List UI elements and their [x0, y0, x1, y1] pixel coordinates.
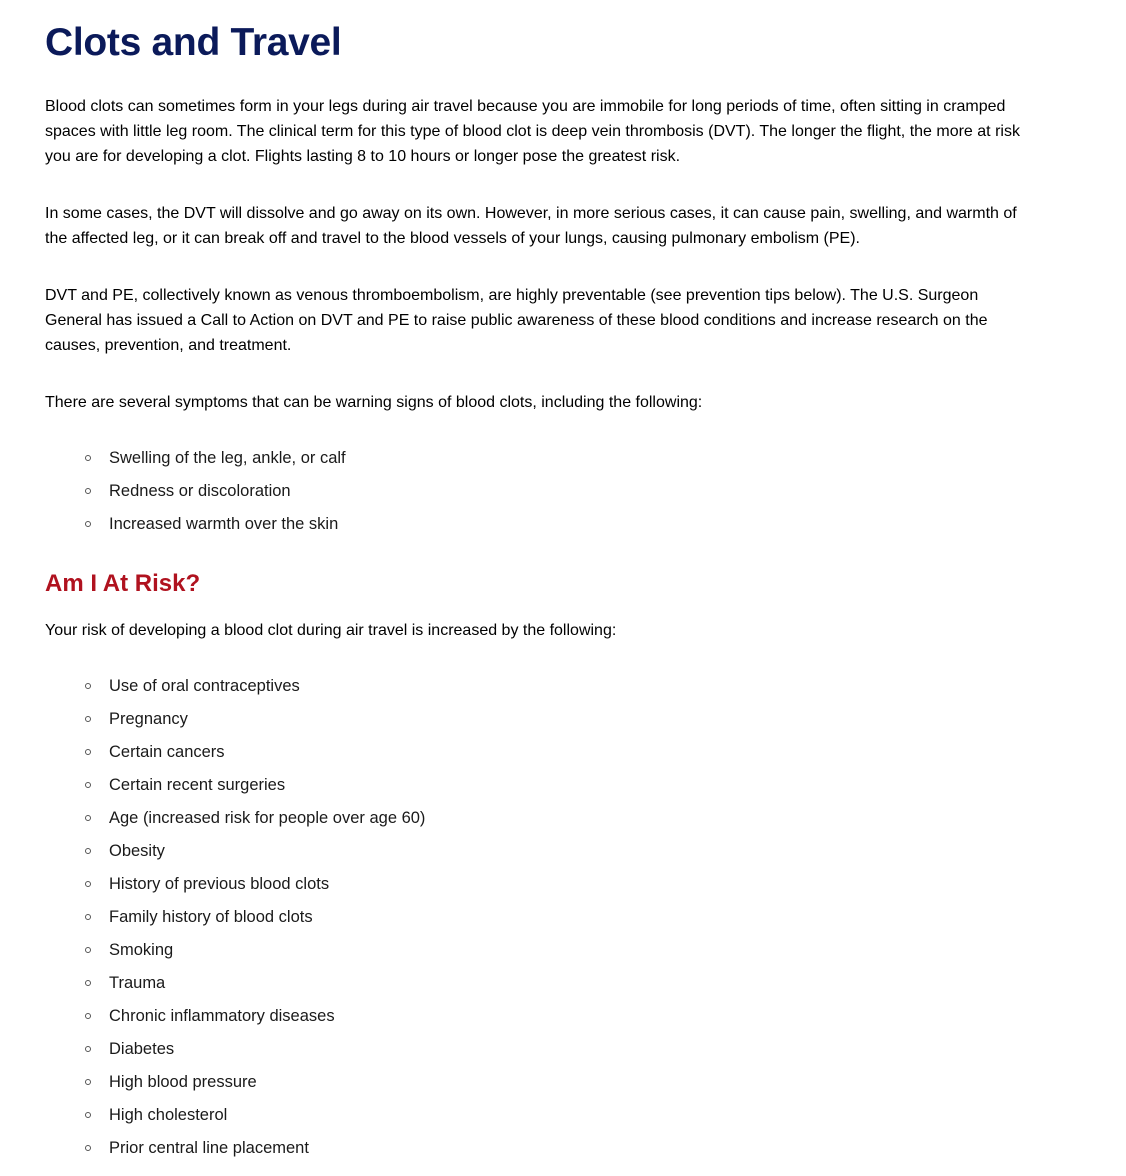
- list-item-text: Use of oral contraceptives: [109, 677, 300, 695]
- circle-bullet-icon: [85, 782, 91, 788]
- circle-bullet-icon: [85, 716, 91, 722]
- vte-paragraph: DVT and PE, collectively known as venous thromboembolism, are highly preventable (see prevention tips below). The U.S. Surgeon General has issued a Call to Action on DVT and PE to raise public awareness of these blood conditions and increase research on the causes, prevention, and treatment.: [45, 287, 988, 354]
- list-item-text: Prior central line placement: [109, 1139, 309, 1157]
- symptoms-list: [45, 442, 945, 541]
- list-item-text: Certain cancers: [109, 743, 225, 761]
- intro-paragraph: Blood clots can sometimes form in your legs during air travel because you are immobile for long periods of time, often sitting in cramped spaces with little leg room. The clinical term for this type of blood clot is deep vein thrombosis (DVT). The longer the flight, the more at risk you are for developing a clot. Flights lasting 8 to 10 hours or longer pose the greatest risk.: [45, 98, 1020, 165]
- circle-bullet-icon: [85, 914, 91, 920]
- list-item: [45, 901, 945, 934]
- list-item: [45, 1099, 945, 1132]
- risk-intro-paragraph: Your risk of developing a blood clot during air travel is increased by the following:: [45, 622, 617, 639]
- list-item-text: Increased warmth over the skin: [109, 515, 339, 533]
- list-item: [45, 769, 945, 802]
- list-item: [45, 868, 945, 901]
- risk-factors-list: [45, 670, 945, 1165]
- list-item: [45, 967, 945, 1000]
- list-item-text: Redness or discoloration: [109, 482, 291, 500]
- list-item-text: Smoking: [109, 941, 174, 959]
- list-item-text: History of previous blood clots: [109, 875, 330, 893]
- circle-bullet-icon: [85, 947, 91, 953]
- list-item-text: Trauma: [109, 974, 166, 992]
- list-item: [45, 1033, 945, 1066]
- list-item-text: Diabetes: [109, 1040, 175, 1058]
- list-item: [45, 670, 945, 703]
- list-item-text: Chronic inflammatory diseases: [109, 1007, 335, 1025]
- list-item: [45, 736, 945, 769]
- symptoms-intro-paragraph: There are several symptoms that can be warning signs of blood clots, including the following:: [45, 394, 703, 411]
- list-item: [45, 1066, 945, 1099]
- list-item-text: Certain recent surgeries: [109, 776, 286, 794]
- list-item: [45, 1132, 945, 1165]
- circle-bullet-icon: [85, 1145, 91, 1151]
- circle-bullet-icon: [85, 749, 91, 755]
- dvt-paragraph: In some cases, the DVT will dissolve and go away on its own. However, in more serious cases, it can cause pain, swelling, and warmth of the affected leg, or it can break off and travel to the blood vessels of your lungs, causing pulmonary embolism (PE).: [45, 205, 1017, 247]
- circle-bullet-icon: [85, 815, 91, 821]
- list-item: [45, 442, 945, 475]
- page-title: Clots and Travel: [45, 21, 342, 64]
- list-item: [45, 802, 945, 835]
- circle-bullet-icon: [85, 848, 91, 854]
- circle-bullet-icon: [85, 455, 91, 461]
- circle-bullet-icon: [85, 521, 91, 527]
- list-item-text: Obesity: [109, 842, 165, 860]
- list-item: [45, 1000, 945, 1033]
- circle-bullet-icon: [85, 1112, 91, 1118]
- circle-bullet-icon: [85, 881, 91, 887]
- list-item: [45, 475, 945, 508]
- list-item: [45, 934, 945, 967]
- list-item-text: Family history of blood clots: [109, 908, 313, 926]
- circle-bullet-icon: [85, 1046, 91, 1052]
- circle-bullet-icon: [85, 1079, 91, 1085]
- list-item-text: Pregnancy: [109, 710, 188, 728]
- section-heading-risk: Am I At Risk?: [45, 570, 201, 597]
- circle-bullet-icon: [85, 488, 91, 494]
- list-item: [45, 508, 945, 541]
- circle-bullet-icon: [85, 1013, 91, 1019]
- list-item: [45, 835, 945, 868]
- list-item-text: Age (increased risk for people over age 60): [109, 809, 426, 827]
- list-item-text: Swelling of the leg, ankle, or calf: [109, 449, 346, 467]
- list-item-text: High blood pressure: [109, 1073, 257, 1091]
- circle-bullet-icon: [85, 980, 91, 986]
- circle-bullet-icon: [85, 683, 91, 689]
- list-item-text: High cholesterol: [109, 1106, 228, 1124]
- list-item: [45, 703, 945, 736]
